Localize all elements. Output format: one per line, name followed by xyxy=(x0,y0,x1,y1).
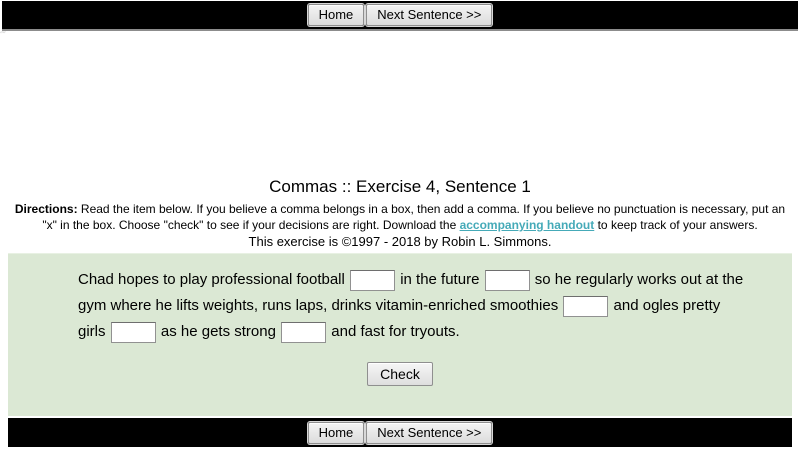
copyright-text: This exercise is ©1997 - 2018 by Robin L. Simmons. xyxy=(248,234,552,249)
comma-input-5[interactable] xyxy=(281,322,326,343)
directions-text xyxy=(6,201,794,233)
sentence-segment-5: as he gets strong xyxy=(160,323,276,340)
directions-label: Directions: xyxy=(14,202,78,216)
comma-input-4[interactable] xyxy=(111,322,156,343)
accompanying-handout-link[interactable]: accompanying handout xyxy=(459,218,595,232)
check-button[interactable]: Check xyxy=(367,362,433,386)
sentence-segment-1: Chad hopes to play professional football xyxy=(78,271,345,288)
corner-artifact-icon: ⁗ xyxy=(0,31,6,40)
main-content xyxy=(0,176,800,416)
comma-input-2[interactable] xyxy=(485,270,530,291)
directions-body-2: to keep track of your answers. xyxy=(594,218,758,232)
page-title: Commas :: Exercise 4, Sentence 1 xyxy=(269,177,531,196)
top-nav-bar xyxy=(2,1,798,31)
sentence-segment-2: in the future xyxy=(400,271,480,288)
check-row xyxy=(8,362,792,386)
next-sentence-button-top[interactable]: Next Sentence >> xyxy=(366,4,492,26)
bottom-nav-bar xyxy=(8,418,792,447)
sentence-segment-4: and ogles pretty girls xyxy=(78,297,721,340)
home-button-bottom[interactable]: Home xyxy=(308,422,365,444)
comma-input-1[interactable] xyxy=(350,270,395,291)
comma-input-3[interactable] xyxy=(563,296,608,317)
exercise-sentence xyxy=(8,254,748,345)
exercise-box xyxy=(8,253,792,416)
directions-body-1: Read the item below. If you believe a comma belongs in a box, then add a comma. If you believe no punctuation is necessary, put an "x" in the box. Choose "check" to see if your decisions are right. Download the xyxy=(42,202,786,232)
next-sentence-button-bottom[interactable]: Next Sentence >> xyxy=(366,422,492,444)
sentence-segment-3: so he regularly works out at the gym where he lifts weights, runs laps, drinks vitamin-enriched smoothies xyxy=(78,271,744,314)
home-button-top[interactable]: Home xyxy=(308,4,365,26)
sentence-segment-6: and fast for tryouts. xyxy=(331,323,460,340)
